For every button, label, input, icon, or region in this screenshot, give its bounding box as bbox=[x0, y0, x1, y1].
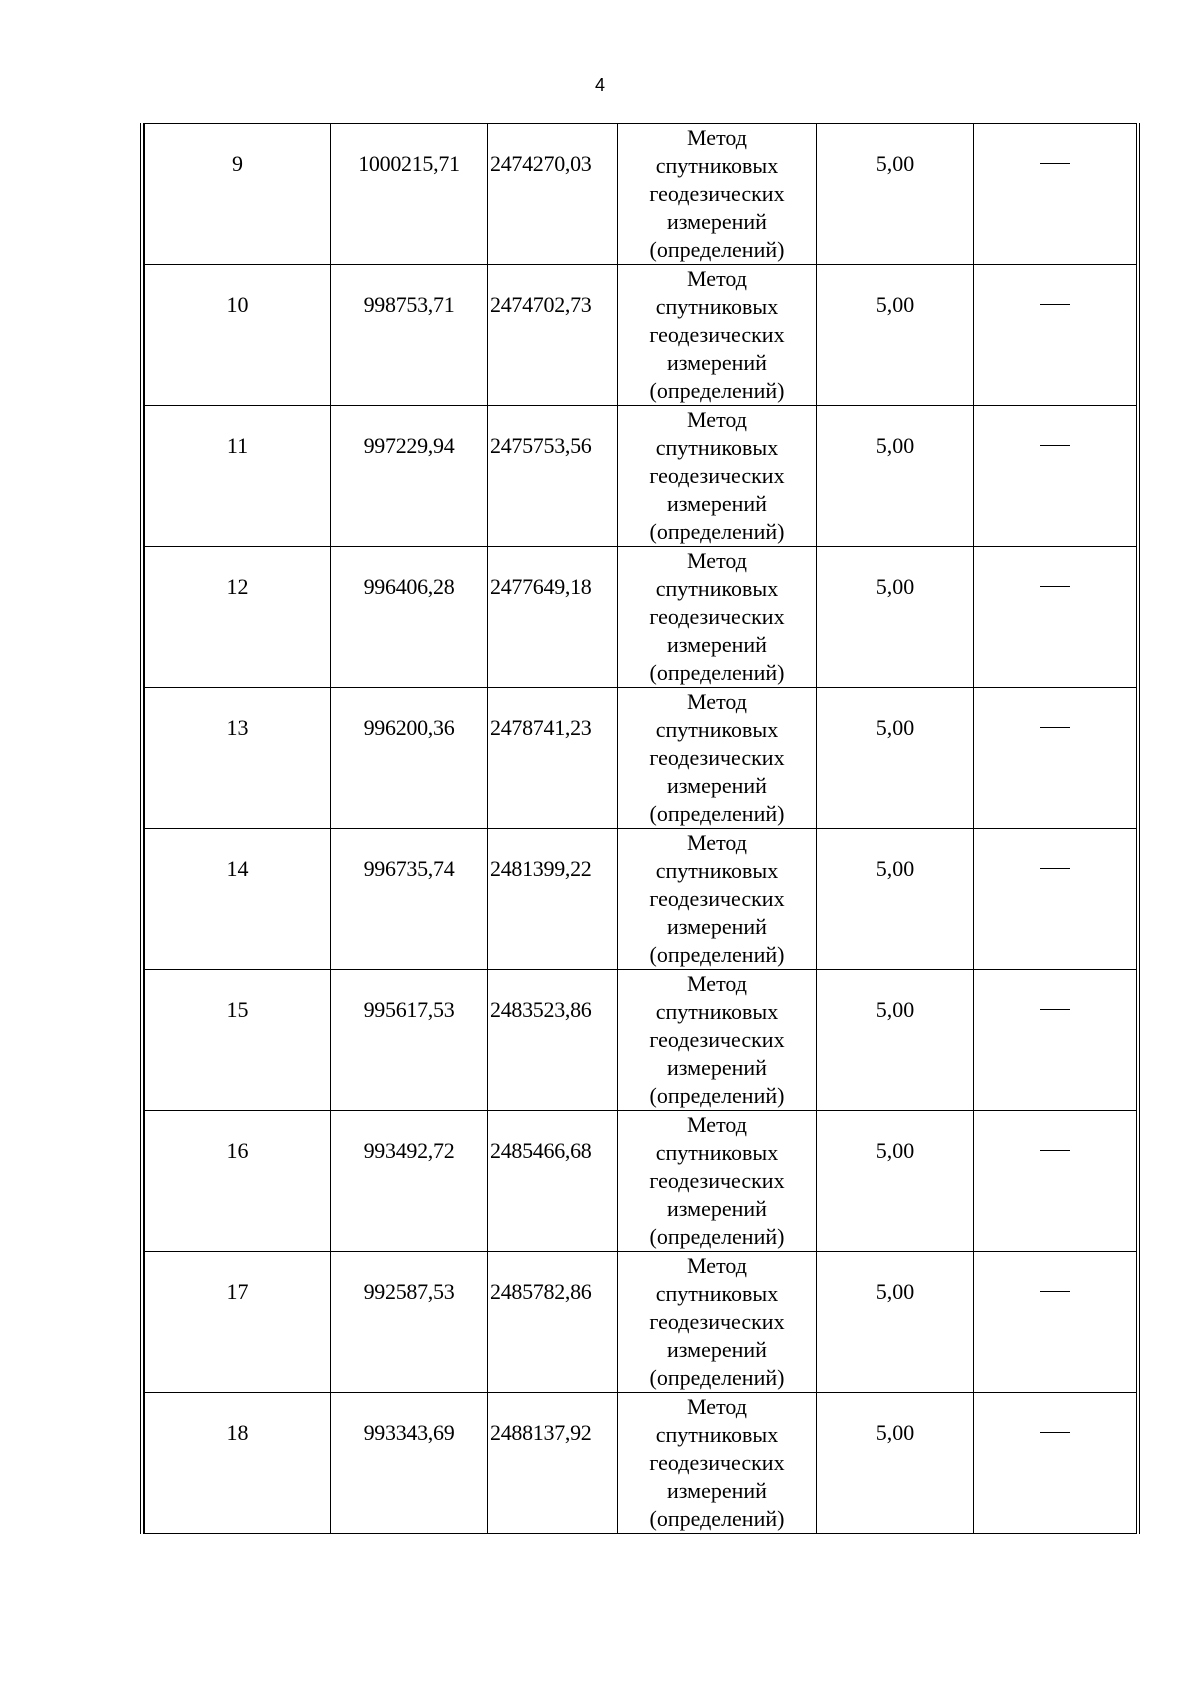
dash-icon bbox=[1040, 304, 1070, 305]
method-line: (определений) bbox=[649, 237, 785, 262]
method-line: измерений bbox=[667, 491, 767, 516]
accuracy-cell: 5,00 bbox=[817, 1252, 974, 1393]
y-coordinate-cell: 2488137,92 bbox=[488, 1393, 618, 1534]
x-coordinate-cell: 993343,69 bbox=[331, 1393, 488, 1534]
method-line: геодезических bbox=[649, 1168, 785, 1193]
method-cell bbox=[618, 1393, 817, 1534]
method-line: Метод bbox=[687, 266, 747, 291]
method-line: измерений bbox=[667, 914, 767, 939]
note-cell bbox=[974, 1111, 1137, 1252]
page-number: 4 bbox=[594, 75, 605, 95]
note-cell bbox=[974, 124, 1137, 265]
method-line: Метод bbox=[687, 125, 747, 150]
method-line: спутниковых bbox=[655, 294, 779, 319]
coordinates-table bbox=[144, 123, 1137, 1534]
method-line: Метод bbox=[687, 1253, 747, 1278]
note-cell bbox=[974, 829, 1137, 970]
dash-icon bbox=[1040, 445, 1070, 446]
method-line: (определений) bbox=[649, 1083, 785, 1108]
method-line: спутниковых bbox=[655, 576, 779, 601]
note-cell bbox=[974, 1252, 1137, 1393]
method-line: спутниковых bbox=[655, 999, 779, 1024]
method-line: геодезических bbox=[649, 1450, 785, 1475]
method-line: геодезических bbox=[649, 1027, 785, 1052]
accuracy-cell: 5,00 bbox=[817, 970, 974, 1111]
method-line: геодезических bbox=[649, 604, 785, 629]
method-line: (определений) bbox=[649, 1224, 785, 1249]
y-coordinate-cell: 2474270,03 bbox=[488, 124, 618, 265]
method-line: спутниковых bbox=[655, 435, 779, 460]
dash-icon bbox=[1040, 586, 1070, 587]
coordinates-table-wrapper bbox=[140, 123, 1140, 1534]
note-cell bbox=[974, 1393, 1137, 1534]
method-line: измерений bbox=[667, 350, 767, 375]
accuracy-cell: 5,00 bbox=[817, 829, 974, 970]
method-line: геодезических bbox=[649, 181, 785, 206]
accuracy-cell: 5,00 bbox=[817, 406, 974, 547]
accuracy-cell: 5,00 bbox=[817, 688, 974, 829]
y-coordinate-cell: 2478741,23 bbox=[488, 688, 618, 829]
note-cell bbox=[974, 547, 1137, 688]
x-coordinate-cell: 996735,74 bbox=[331, 829, 488, 970]
x-coordinate-cell: 996406,28 bbox=[331, 547, 488, 688]
point-number-cell: 16 bbox=[145, 1111, 331, 1252]
table-row bbox=[145, 970, 1137, 1111]
dash-icon bbox=[1040, 1009, 1070, 1010]
method-line: измерений bbox=[667, 632, 767, 657]
method-cell bbox=[618, 265, 817, 406]
x-coordinate-cell: 995617,53 bbox=[331, 970, 488, 1111]
accuracy-cell: 5,00 bbox=[817, 1393, 974, 1534]
y-coordinate-cell: 2474702,73 bbox=[488, 265, 618, 406]
table-row bbox=[145, 829, 1137, 970]
y-coordinate-cell: 2485782,86 bbox=[488, 1252, 618, 1393]
y-coordinate-cell: 2483523,86 bbox=[488, 970, 618, 1111]
dash-icon bbox=[1040, 1291, 1070, 1292]
point-number-cell: 14 bbox=[145, 829, 331, 970]
point-number-cell: 12 bbox=[145, 547, 331, 688]
method-line: (определений) bbox=[649, 942, 785, 967]
x-coordinate-cell: 1000215,71 bbox=[331, 124, 488, 265]
table-row bbox=[145, 1252, 1137, 1393]
point-number-cell: 18 bbox=[145, 1393, 331, 1534]
method-line: измерений bbox=[667, 1337, 767, 1362]
method-line: Метод bbox=[687, 689, 747, 714]
method-line: измерений bbox=[667, 1055, 767, 1080]
dash-icon bbox=[1040, 727, 1070, 728]
method-line: спутниковых bbox=[655, 858, 779, 883]
method-line: спутниковых bbox=[655, 1422, 779, 1447]
method-line: (определений) bbox=[649, 1365, 785, 1390]
method-line: геодезических bbox=[649, 745, 785, 770]
method-cell bbox=[618, 124, 817, 265]
method-cell bbox=[618, 406, 817, 547]
point-number-cell: 17 bbox=[145, 1252, 331, 1393]
method-line: Метод bbox=[687, 1112, 747, 1137]
method-line: (определений) bbox=[649, 801, 785, 826]
point-number-cell: 9 bbox=[145, 124, 331, 265]
method-line: Метод bbox=[687, 1394, 747, 1419]
table-row bbox=[145, 1393, 1137, 1534]
x-coordinate-cell: 997229,94 bbox=[331, 406, 488, 547]
method-line: спутниковых bbox=[655, 1140, 779, 1165]
method-line: Метод bbox=[687, 971, 747, 996]
method-line: (определений) bbox=[649, 1506, 785, 1531]
note-cell bbox=[974, 688, 1137, 829]
method-cell bbox=[618, 970, 817, 1111]
table-row bbox=[145, 406, 1137, 547]
x-coordinate-cell: 993492,72 bbox=[331, 1111, 488, 1252]
method-line: спутниковых bbox=[655, 153, 779, 178]
method-cell bbox=[618, 829, 817, 970]
method-line: геодезических bbox=[649, 322, 785, 347]
dash-icon bbox=[1040, 868, 1070, 869]
method-line: (определений) bbox=[649, 660, 785, 685]
dash-icon bbox=[1040, 1432, 1070, 1433]
table-row bbox=[145, 265, 1137, 406]
method-line: геодезических bbox=[649, 1309, 785, 1334]
method-cell bbox=[618, 547, 817, 688]
y-coordinate-cell: 2475753,56 bbox=[488, 406, 618, 547]
method-line: измерений bbox=[667, 209, 767, 234]
note-cell bbox=[974, 970, 1137, 1111]
dash-icon bbox=[1040, 163, 1070, 164]
table-row bbox=[145, 1111, 1137, 1252]
method-line: (определений) bbox=[649, 519, 785, 544]
method-line: геодезических bbox=[649, 463, 785, 488]
x-coordinate-cell: 992587,53 bbox=[331, 1252, 488, 1393]
method-line: измерений bbox=[667, 1196, 767, 1221]
note-cell bbox=[974, 406, 1137, 547]
point-number-cell: 10 bbox=[145, 265, 331, 406]
point-number-cell: 11 bbox=[145, 406, 331, 547]
method-line: Метод bbox=[687, 548, 747, 573]
method-line: спутниковых bbox=[655, 717, 779, 742]
point-number-cell: 15 bbox=[145, 970, 331, 1111]
table-body bbox=[145, 124, 1137, 1534]
method-line: измерений bbox=[667, 773, 767, 798]
dash-icon bbox=[1040, 1150, 1070, 1151]
method-line: геодезических bbox=[649, 886, 785, 911]
method-line: Метод bbox=[687, 407, 747, 432]
y-coordinate-cell: 2485466,68 bbox=[488, 1111, 618, 1252]
note-cell bbox=[974, 265, 1137, 406]
table-row bbox=[145, 688, 1137, 829]
accuracy-cell: 5,00 bbox=[817, 1111, 974, 1252]
method-cell bbox=[618, 1252, 817, 1393]
method-cell bbox=[618, 688, 817, 829]
method-line: спутниковых bbox=[655, 1281, 779, 1306]
table-row bbox=[145, 547, 1137, 688]
method-line: (определений) bbox=[649, 378, 785, 403]
point-number-cell: 13 bbox=[145, 688, 331, 829]
method-line: измерений bbox=[667, 1478, 767, 1503]
method-line: Метод bbox=[687, 830, 747, 855]
method-cell bbox=[618, 1111, 817, 1252]
accuracy-cell: 5,00 bbox=[817, 547, 974, 688]
x-coordinate-cell: 996200,36 bbox=[331, 688, 488, 829]
x-coordinate-cell: 998753,71 bbox=[331, 265, 488, 406]
accuracy-cell: 5,00 bbox=[817, 265, 974, 406]
y-coordinate-cell: 2477649,18 bbox=[488, 547, 618, 688]
table-row bbox=[145, 124, 1137, 265]
accuracy-cell: 5,00 bbox=[817, 124, 974, 265]
y-coordinate-cell: 2481399,22 bbox=[488, 829, 618, 970]
